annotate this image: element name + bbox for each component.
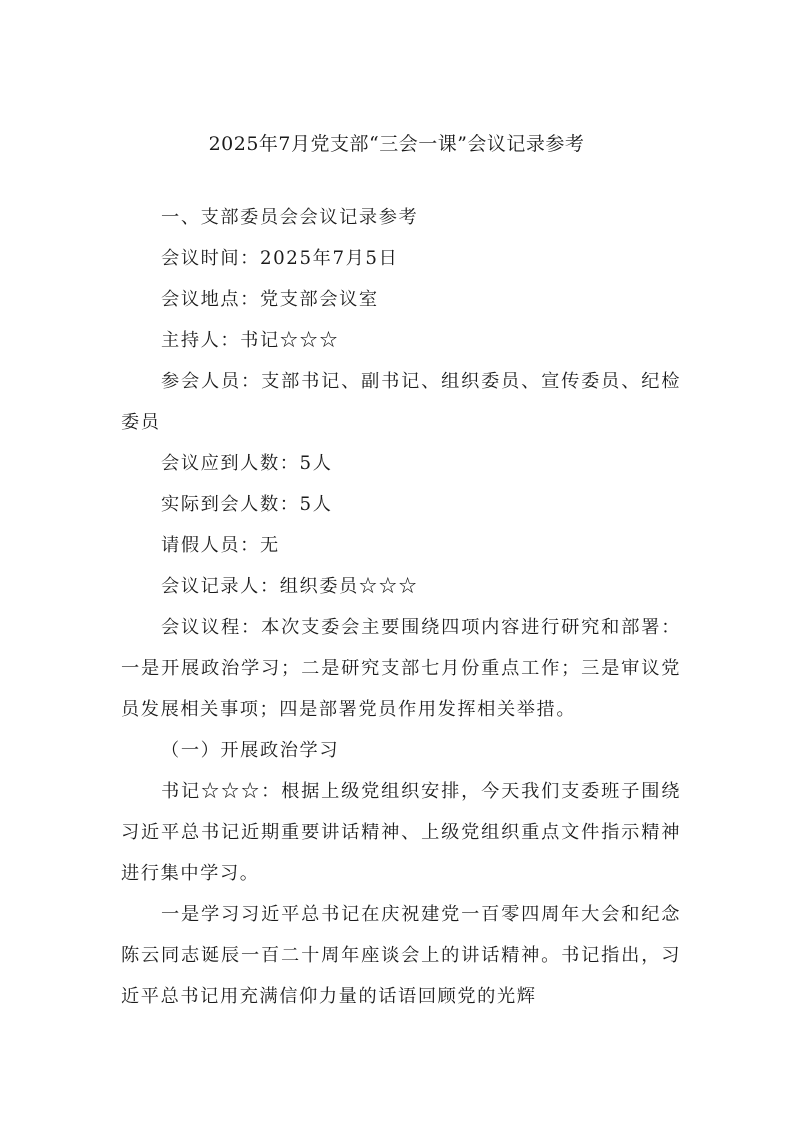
- meeting-attendees: 参会人员：支部书记、副书记、组织委员、宣传委员、纪检委员: [121, 371, 681, 433]
- meeting-agenda: 会议议程：本次支委会主要围绕四项内容进行研究和部署：一是开展政治学习；二是研究支部七月份重点工作；三是审议党员发展相关事项；四是部署党员作用发挥相关举措。: [121, 617, 681, 720]
- absent-members: 请假人员：无: [161, 535, 280, 556]
- secretary-statement: 书记☆☆☆：根据上级党组织安排，今天我们支委班子围绕习近平总书记近期重要讲话精神、上级党组织重点文件指示精神进行集中学习。: [121, 781, 681, 884]
- study-item-one: 一是学习习近平总书记在庆祝建党一百零四周年大会和纪念陈云同志诞辰一百二十周年座谈会上的讲话精神。书记指出，习近平总书记用充满信仰力量的话语回顾党的光辉: [121, 904, 681, 1007]
- meeting-time: 会议时间：2025年7月5日: [161, 248, 399, 269]
- section-heading-branch-committee: 一、支部委员会会议记录参考: [161, 207, 419, 228]
- actual-attendance: 实际到会人数：5人: [161, 494, 333, 515]
- meeting-location: 会议地点：党支部会议室: [161, 289, 379, 310]
- document-body: [121, 197, 681, 1017]
- expected-attendance: 会议应到人数：5人: [161, 453, 333, 474]
- subsection-heading-political-study: （一）开展政治学习: [161, 740, 340, 761]
- meeting-recorder: 会议记录人：组织委员☆☆☆: [161, 576, 419, 597]
- meeting-host: 主持人：书记☆☆☆: [161, 330, 340, 351]
- document-title: 2025年7月党支部“三会一课”会议记录参考: [208, 133, 585, 155]
